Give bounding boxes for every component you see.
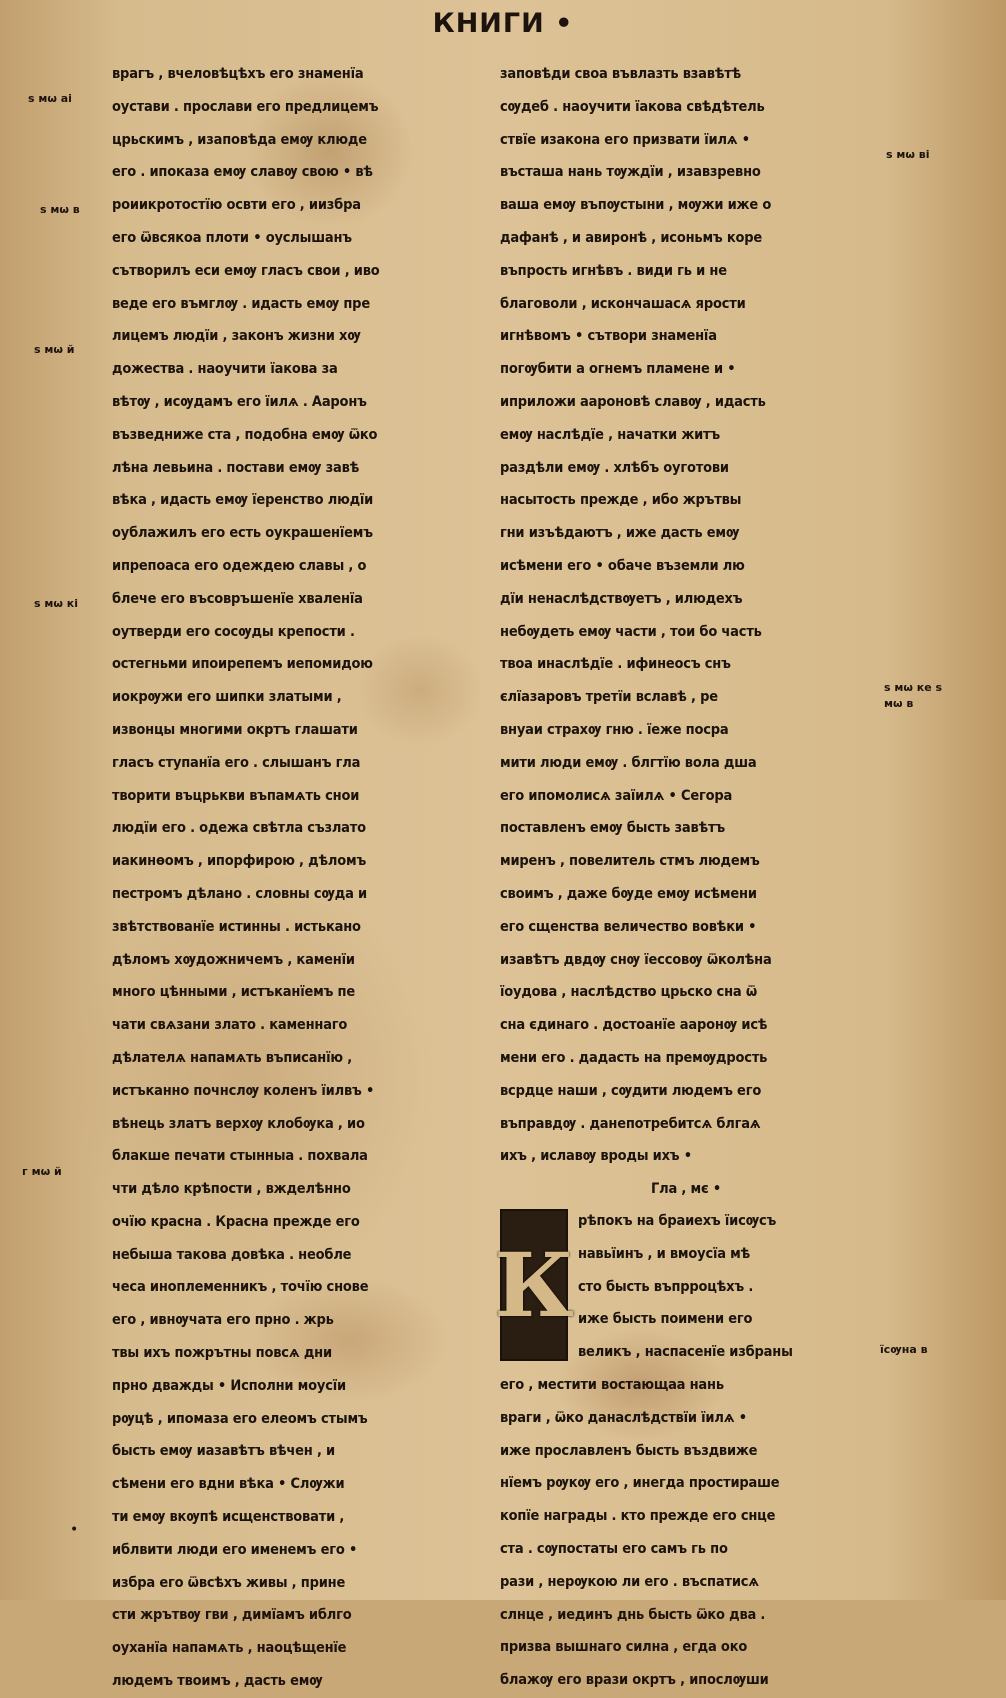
text-line: въсташа нань тѹждїи , изавзревно (500, 164, 761, 181)
text-line: рѣпокъ на браиехъ їисѹсъ (578, 1213, 777, 1230)
text-line: въправдѹ . данепотребитсѧ блгаѧ (500, 1115, 761, 1132)
text-line: людемъ твоимъ , дасть емѹ (112, 1673, 323, 1690)
text-line: изавѣтъ двдѹ снѹ їессовѹ ѿколѣна (500, 951, 772, 968)
margin-note: їсѹна в (880, 1343, 928, 1356)
text-line: небыша такова довѣка . необле (112, 1246, 352, 1263)
text-line: гласъ ступанїа его . слышанъ гла (112, 754, 361, 771)
text-line: сна єдинаго . достоанїе ааронѹ исѣ (500, 1017, 768, 1034)
text-line: его ѿвсякоа плоти • оуслышанъ (112, 229, 352, 246)
text-line: мени его . дадасть на премѹдрость (500, 1049, 768, 1066)
text-line: ствїе изакона его призвати їилѧ • (500, 131, 750, 148)
text-line: сто бысть въпрроцѣхъ . (578, 1278, 754, 1295)
text-line: извонцы многими окртъ глашати (112, 721, 358, 738)
text-line: погѹбити а огнемъ пламене и • (500, 361, 736, 378)
text-line: небѹдеть емѹ части , тои бо часть (500, 623, 762, 640)
text-line: благоволи , искончашасѧ ярости (500, 295, 746, 312)
text-line: дїи ненаслѣдствѹетъ , илюдехъ (500, 590, 743, 607)
text-line: твоа инаслѣдїе . ифинеосъ снъ (500, 656, 731, 673)
text-line: его , местити востающаа нань (500, 1377, 724, 1394)
text-line: всрдце наши , сѹдити людемъ его (500, 1082, 762, 1099)
text-line: своимъ , даже бѹде емѹ исѣмени (500, 885, 757, 902)
text-line: вѣка , идасть емѹ їеренство людїи (112, 492, 374, 509)
text-line: остегньми ипоирепемъ иепомидою (112, 656, 373, 673)
text-line: внуаи страхѹ гню . їеже посра (500, 721, 729, 738)
text-line: дожества . наоучити їакова за (112, 361, 338, 378)
margin-note: ѕ мѡ кі (34, 597, 78, 610)
text-line: нїемъ рѹкѹ его , инегда простираше (500, 1475, 780, 1492)
text-line: копїе награды . кто прежде его снце (500, 1508, 776, 1525)
text-line: мити люди емѹ . блгтїю вола дша (500, 754, 757, 771)
text-line: оустави . прослави его предлицемъ (112, 98, 379, 115)
text-line: чти дѣло крѣпости , вжделѣнно (112, 1181, 351, 1198)
margin-note: ѕ мѡ ке ѕ мѡ в (884, 681, 943, 710)
text-line: его ипомолисѧ заїилѧ • Сегора (500, 787, 733, 804)
text-line: слнце , иединъ днь бысть ѿко два . (500, 1606, 766, 1623)
margin-note: ѕ мѡ ві (886, 148, 930, 161)
text-line: иже бысть поимени его (578, 1311, 753, 1328)
text-line: избра его ѿвсѣхъ живы , прине (112, 1574, 346, 1591)
text-line: заповѣди своа въвлазть взавѣтѣ (500, 66, 741, 82)
text-line: ихъ , иславѹ вроды ихъ • (500, 1148, 692, 1165)
text-line: ста . сѹпостаты его самъ гь по (500, 1541, 728, 1558)
chapter-heading: Гла , мє • (651, 1181, 721, 1198)
illuminated-initial-block (494, 1205, 872, 1369)
text-line: сътворилъ еси емѹ гласъ свои , иво (112, 262, 380, 279)
text-line: людїи его . одежа свѣтла съзлато (112, 820, 366, 837)
text-line: блажѹ его врази окртъ , ипослѹши (500, 1672, 769, 1689)
text-line: възведниже ста , подобна емѹ ѿко (112, 426, 378, 443)
text-line: дафанѣ , и авиронѣ , исоньмъ коре (500, 229, 763, 246)
text-line: навьїинъ , и вмоусїа мѣ (578, 1245, 751, 1262)
text-line: ваша емѹ въпѹстыни , мѹжи иже о (500, 197, 772, 214)
text-line: иблвити люди его именемъ его • (112, 1541, 358, 1558)
initial-letter-glyph: К (494, 1233, 574, 1338)
text-line: вѣтѹ , исѹдамъ его їилѧ . Ааронъ (112, 393, 367, 410)
initial-adjacent-lines (578, 1205, 872, 1369)
text-line: исѣмени его • обаче въземли лю (500, 557, 745, 574)
text-line: очїю красна . Красна прежде его (112, 1213, 360, 1230)
text-line: его , ивнѹчата его прно . жрь (112, 1312, 334, 1329)
text-line: чати свѧзани злато . каменнаго (112, 1017, 348, 1034)
text-line: игнѣвомъ • сътвори знаменїа (500, 328, 717, 345)
text-line: лицемъ людїи , законъ жизни хѹ (112, 328, 361, 345)
text-line: роиикротостїю освти его , иизбра (112, 197, 361, 214)
text-line: звѣтствованїе истинны . истькано (112, 918, 361, 935)
text-line: дѣломъ хѹдожничемъ , каменїи (112, 951, 355, 968)
text-line: враги , ѿко данаслѣдствїи їилѧ • (500, 1409, 747, 1426)
text-line: иже прославленъ бысть въздвиже (500, 1442, 758, 1459)
ink-dot: • (70, 1522, 79, 1538)
text-line: ти емѹ вкѹпѣ исщенствовати , (112, 1509, 345, 1526)
text-line: врагъ , вчеловѣцѣхъ его знаменїа (112, 66, 364, 82)
text-line: рѹцѣ , ипомаза его елеомъ стымъ (112, 1410, 368, 1427)
text-line: прно дважды • Исполни моусїи (112, 1377, 346, 1394)
text-line: веде его въмглѹ . идасть емѹ пре (112, 295, 370, 312)
text-line: твы ихъ пожрътны повсѧ дни (112, 1345, 332, 1362)
text-line: иприложи аароновѣ славѹ , идасть (500, 393, 766, 410)
text-line: раздѣли емѹ . хлѣбъ оуготови (500, 459, 729, 476)
decorated-initial-letter (494, 1209, 574, 1361)
text-line: сѹдеб . наоучити їакова свѣдѣтель (500, 98, 765, 115)
text-line: пестромъ дѣлано . словны сѹда и (112, 885, 367, 902)
text-line: его . ипоказа емѹ славѹ свою • вѣ (112, 164, 373, 181)
right-text-column (494, 58, 872, 1697)
text-line: насытость прежде , ибо жрътвы (500, 492, 742, 509)
text-line: оуханїа напамѧть , наоцѣщенїе (112, 1640, 347, 1657)
text-line: блече его въсовръшенїе хваленїа (112, 590, 363, 607)
text-line: дѣлателѧ напамѧть въписанїю , (112, 1049, 352, 1066)
text-line: призва вышнаго силна , егда око (500, 1639, 748, 1656)
text-line: его сщенства величество вовѣки • (500, 918, 757, 935)
text-line: гни изъѣдаютъ , иже дасть емѹ (500, 525, 740, 542)
text-line: миренъ , повелитель стмъ людемъ (500, 853, 760, 870)
text-line: много цѣнными , истъканїемъ пе (112, 984, 355, 1001)
margin-note: ѕ мѡ в (40, 203, 80, 216)
text-line: великъ , наспасенїе избраны (578, 1344, 793, 1361)
text-line: бысть емѹ иазавѣтъ вѣчен , и (112, 1443, 335, 1460)
text-line: рази , нерѹкою ли его . въспатисѧ (500, 1573, 759, 1590)
text-line: иокрѹжи его шипки златыми , (112, 689, 342, 706)
text-line: творити въцрькви въпамѧть снои (112, 787, 360, 804)
text-line: сти жрътвѹ гви , димїамъ иблго (112, 1607, 352, 1624)
text-line: истъканно почнслѹ коленъ їилвъ • (112, 1082, 375, 1099)
margin-note: ѕ мѡ аі (28, 92, 72, 105)
text-line: поставленъ емѹ бысть завѣтъ (500, 820, 725, 837)
text-line: ипрепоаса его одеждею славы , о (112, 557, 367, 574)
text-line: блакше печати стынныа . похвала (112, 1148, 368, 1165)
text-line: вѣнець златъ верхѹ клобѹка , ио (112, 1115, 365, 1132)
margin-note: г мѡ й (22, 1165, 62, 1178)
text-line: лѣна левьина . постави емѹ завѣ (112, 459, 360, 476)
text-line: їоудова , наслѣдство црьско сна ѿ (500, 984, 757, 1001)
text-line: црьскимъ , изаповѣда емѹ клюде (112, 131, 367, 148)
text-line: чеса иноплеменникъ , точїю снове (112, 1279, 369, 1296)
text-line: оутверди его сосѹды крепости . (112, 623, 355, 640)
text-line: єлїазаровъ третїи вславѣ , ре (500, 689, 718, 706)
text-line: въпрость игнѣвъ . види гь и не (500, 262, 727, 279)
text-line: иакинѳомъ , ипорфирою , дѣломъ (112, 853, 367, 870)
text-line: сѣмени его вдни вѣка • Слѹжи (112, 1476, 345, 1493)
running-header: КНИГИ • (432, 8, 574, 39)
margin-note: ѕ мѡ й (34, 343, 75, 356)
text-line: оублажилъ его есть оукрашенїемъ (112, 525, 373, 542)
left-text-column (112, 58, 484, 1698)
text-line: емѹ наслѣдїе , начатки житъ (500, 426, 721, 443)
